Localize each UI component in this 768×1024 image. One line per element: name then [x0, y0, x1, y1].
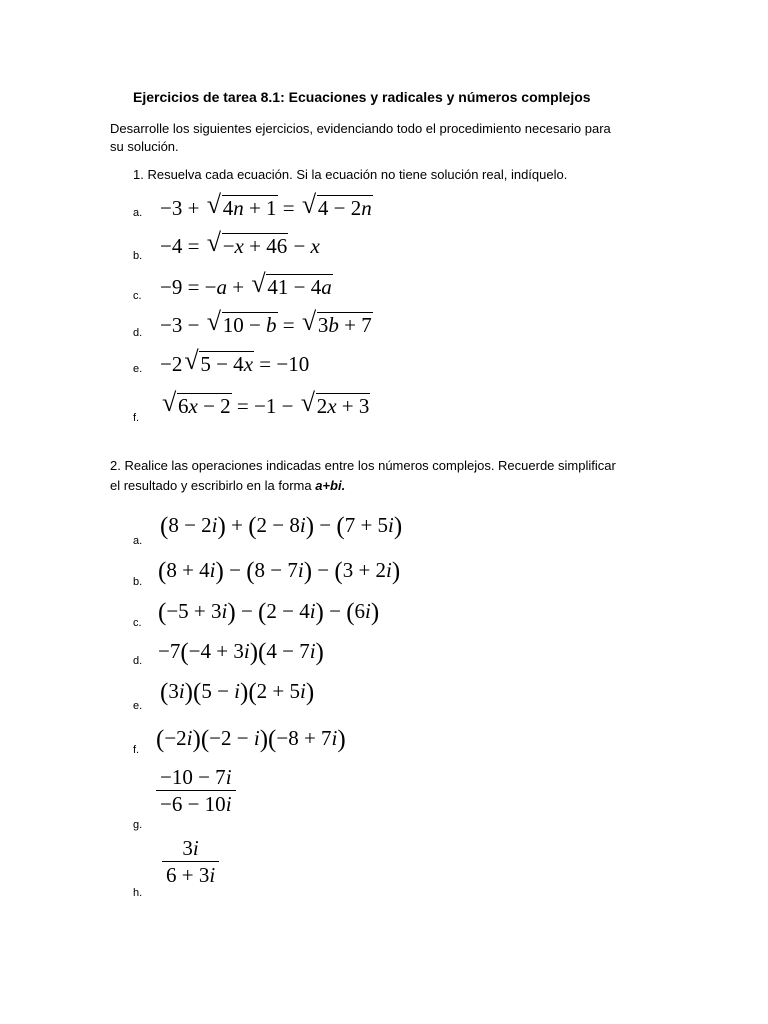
equation-e: −2√ 5 − 4x = −10 [160, 350, 309, 378]
fraction-denominator: 6 + 3i [166, 863, 216, 887]
complex-a: (8 − 2i) + (2 − 8i) − (7 + 5i) [160, 513, 403, 540]
fraction-numerator: 3i [182, 836, 199, 860]
item-label-f: f. [133, 744, 140, 756]
item-label-a: a. [133, 207, 143, 219]
item-label-c: c. [133, 290, 142, 302]
page-title: Ejercicios de tarea 8.1: Ecuaciones y radicales y números complejos [133, 89, 591, 105]
equation-a: −3 + √ 4n + 1 = √ 4 − 2n [160, 194, 373, 222]
complex-f: (−2i)(−2 − i)(−8 + 7i) [156, 726, 346, 753]
question-2-heading: 2. Realice las operaciones indicadas entre los números complejos. Recuerde simplificar [110, 458, 616, 473]
complex-c: (−5 + 3i) − (2 − 4i) − (6i) [158, 599, 380, 626]
fraction-denominator: −6 − 10i [160, 792, 232, 816]
equation-b: −4 = √ −x + 46 − x [160, 232, 320, 260]
equation-d: −3 − √ 10 − b = √ 3b + 7 [160, 311, 373, 339]
item-label-b: b. [133, 250, 143, 262]
item-label-e: e. [133, 700, 143, 712]
complex-h [162, 835, 219, 888]
equation-f: √ 6x − 2 = −1 − √ 2x + 3 [160, 392, 370, 420]
form-a-plus-bi: a+bi. [315, 478, 346, 493]
item-label-d: d. [133, 655, 143, 667]
complex-b: (8 + 4i) − (8 − 7i) − (3 + 2i) [158, 558, 401, 585]
item-label-h: h. [133, 887, 143, 899]
item-label-e: e. [133, 363, 143, 375]
item-label-a: a. [133, 535, 143, 547]
intro-line-1: Desarrolle los siguientes ejercicios, evidenciando todo el procedimiento necesario para [110, 121, 611, 136]
item-label-g: g. [133, 819, 143, 831]
complex-e: (3i)(5 − i)(2 + 5i) [160, 679, 315, 706]
item-label-d: d. [133, 327, 143, 339]
item-label-b: b. [133, 576, 143, 588]
item-label-c: c. [133, 617, 142, 629]
equation-c: −9 = −a + √ 41 − 4a [160, 273, 333, 301]
fraction-numerator: −10 − 7i [160, 765, 232, 789]
question-2-heading-line-2: el resultado y escribirlo en la forma a+bi. [110, 478, 346, 493]
complex-d: −7(−4 + 3i)(4 − 7i) [158, 639, 324, 666]
question-1-heading: 1. Resuelva cada ecuación. Si la ecuación no tiene solución real, indíquelo. [133, 167, 568, 182]
item-label-f: f. [133, 412, 140, 424]
complex-g [156, 764, 236, 817]
intro-line-2: su solución. [110, 139, 179, 154]
